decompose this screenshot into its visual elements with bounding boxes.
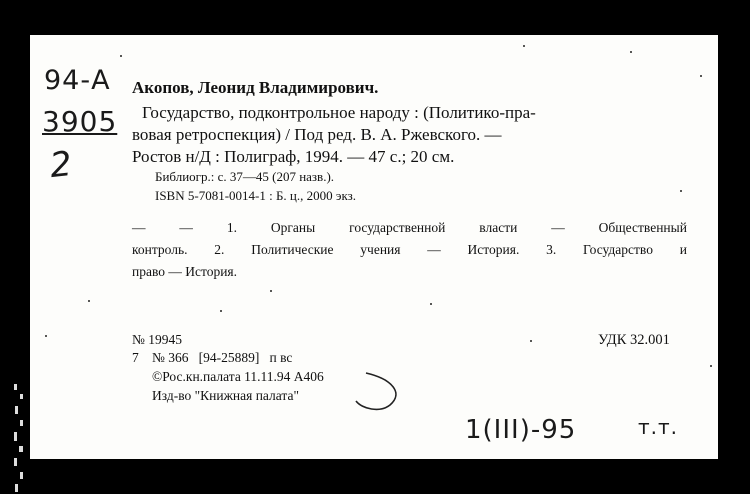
bibliography-note: Библиогр.: с. 37—45 (207 назв.). bbox=[155, 169, 335, 184]
subject-line-1 bbox=[132, 217, 687, 239]
pen-stroke-icon bbox=[352, 371, 412, 415]
subject-word: 1. bbox=[226, 220, 237, 235]
dust-speck bbox=[88, 300, 90, 302]
subject-line-3: право — История. bbox=[132, 264, 238, 279]
subject-word: — bbox=[427, 242, 441, 257]
corner-mark: т.т. bbox=[638, 415, 679, 439]
shelf-mark-bottom: 3905 bbox=[42, 105, 118, 138]
subject-word: контроль. bbox=[132, 242, 188, 257]
dust-speck bbox=[270, 290, 272, 292]
subject-word: — bbox=[132, 220, 146, 235]
subject-word: Государство bbox=[583, 242, 653, 257]
subject-word: — bbox=[551, 220, 565, 235]
publisher-line: Изд-во "Книжная палата" bbox=[152, 388, 299, 403]
subject-word: 3. bbox=[546, 242, 557, 257]
inventory-mark: 1(ІІІ)-95 bbox=[465, 415, 577, 445]
catalog-card bbox=[30, 35, 718, 459]
dust-speck bbox=[430, 303, 432, 305]
subject-word: и bbox=[679, 242, 687, 257]
dust-speck bbox=[523, 45, 525, 47]
subject-word: История. bbox=[467, 242, 520, 257]
dust-speck bbox=[45, 335, 47, 337]
subject-word: Органы bbox=[270, 220, 316, 235]
subject-word: — bbox=[179, 220, 193, 235]
dust-speck bbox=[220, 310, 222, 312]
subject-word: Политические bbox=[251, 242, 334, 257]
subject-word: власти bbox=[479, 220, 518, 235]
dust-speck bbox=[630, 51, 632, 53]
shelf-mark-top: 94-А bbox=[44, 65, 111, 96]
margin-number: 7 bbox=[132, 350, 139, 365]
udk-code: УДК 32.001 bbox=[598, 332, 670, 348]
title-line-2: вовая ретроспекция) / Под ред. В. А. Ржевского. — bbox=[132, 125, 502, 144]
scan-edge-icon bbox=[12, 380, 26, 494]
dust-speck bbox=[680, 190, 682, 192]
subject-word: Общественный bbox=[598, 220, 687, 235]
dust-speck bbox=[710, 365, 712, 367]
imprint-line: Ростов н/Д : Полиграф, 1994. — 47 с.; 20 см. bbox=[132, 147, 455, 166]
author-heading: Акопов, Леонид Владимирович. bbox=[132, 78, 379, 97]
subject-word: учения bbox=[360, 242, 401, 257]
isbn-line: ISBN 5-7081-0014-1 : Б. ц., 2000 экз. bbox=[155, 188, 356, 203]
dust-speck bbox=[530, 340, 532, 342]
dust-speck bbox=[120, 55, 122, 57]
dust-speck bbox=[700, 75, 702, 77]
handwritten-initials: 2 bbox=[47, 143, 75, 187]
subject-word: 2. bbox=[214, 242, 225, 257]
registration-number: № 366 [94-25889] п вс bbox=[152, 350, 293, 365]
subject-word: государственной bbox=[349, 220, 446, 235]
record-number: № 19945 bbox=[132, 332, 183, 347]
subject-line-2 bbox=[132, 239, 687, 261]
book-chamber-line: ©Рос.кн.палата 11.11.94 А406 bbox=[152, 369, 324, 384]
title-line-1: Государство, подконтрольное народу : (Политико-пра- bbox=[142, 103, 536, 122]
